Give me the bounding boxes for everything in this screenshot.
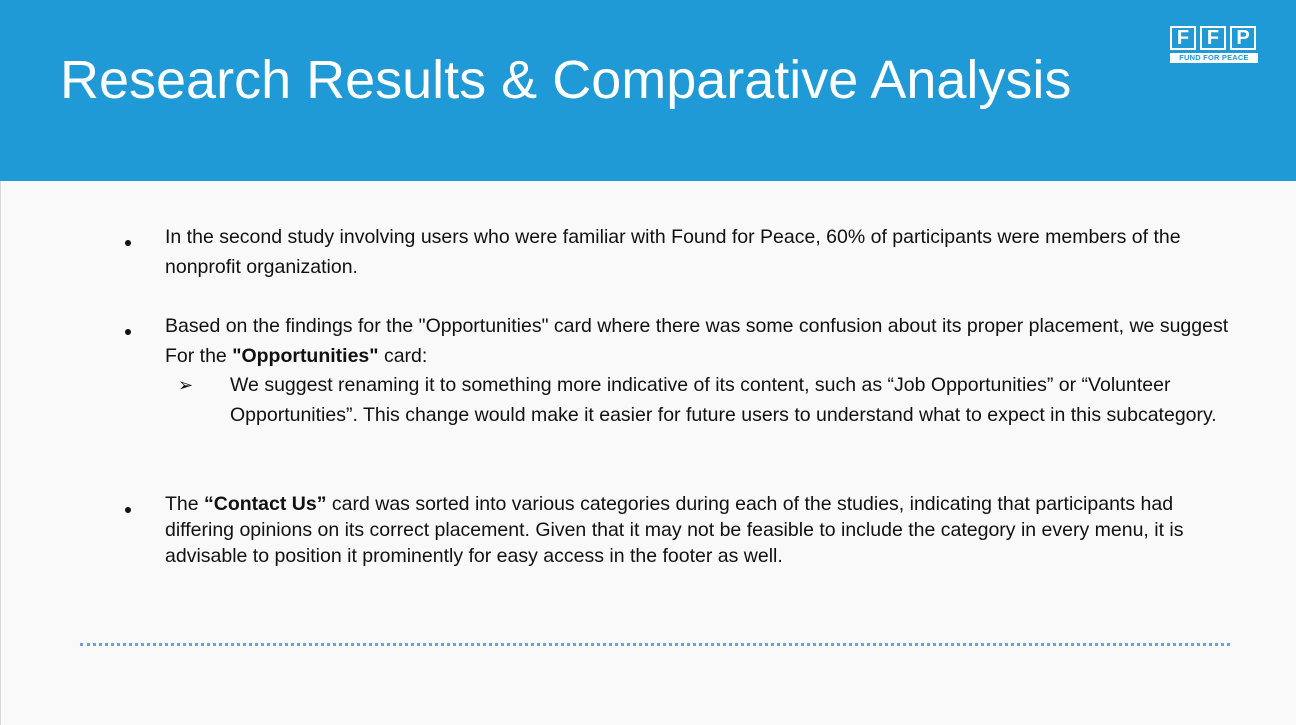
logo-letter: P [1230,26,1256,50]
sub-bullet-item [230,370,1230,430]
bullet-bold-text: “Contact Us” [204,493,327,515]
bullet-bold-text: "Opportunities" [232,345,379,367]
logo-letter: F [1200,26,1226,50]
bullet-text: card was sorted into various categories during each of the studies, indicating that participants had differing opinions on its correct placement. Given that it may not be feasible to include the category in every menu, it is advisable to position it prominently for easy access in the footer as well. [165,493,1184,567]
bullet-text: In the second study involving users who were familiar with Found for Peace, 60% of participants were members of the nonprofit organization. [165,226,1181,278]
logo-letter: F [1170,26,1196,50]
slide-title: Research Results & Comparative Analysis [60,50,1072,110]
bullet-dot [125,507,131,513]
bullet-item-3 [165,491,1240,569]
bullet-item-1 [165,222,1240,282]
bullet-text: Based on the findings for the "Opportunities" card where there was some confusion about its proper placement, we suggest For the [165,315,1229,367]
logo-subtitle: FUND FOR PEACE [1170,53,1258,63]
dotted-divider [80,643,1230,646]
bullet-text: The [165,493,205,515]
sub-bullet-text: We suggest renaming it to something more indicative of its content, such as “Job Opportunities” or “Volunteer Opportunities”. This change would make it easier for future users to understand what to expect in this subcategory. [230,374,1217,426]
bullet-dot [125,329,131,335]
arrow-bullet-icon: ➢ [178,375,194,395]
bullet-dot [125,240,131,246]
bullet-text: card: [378,345,428,367]
bullet-item-2 [165,311,1240,371]
